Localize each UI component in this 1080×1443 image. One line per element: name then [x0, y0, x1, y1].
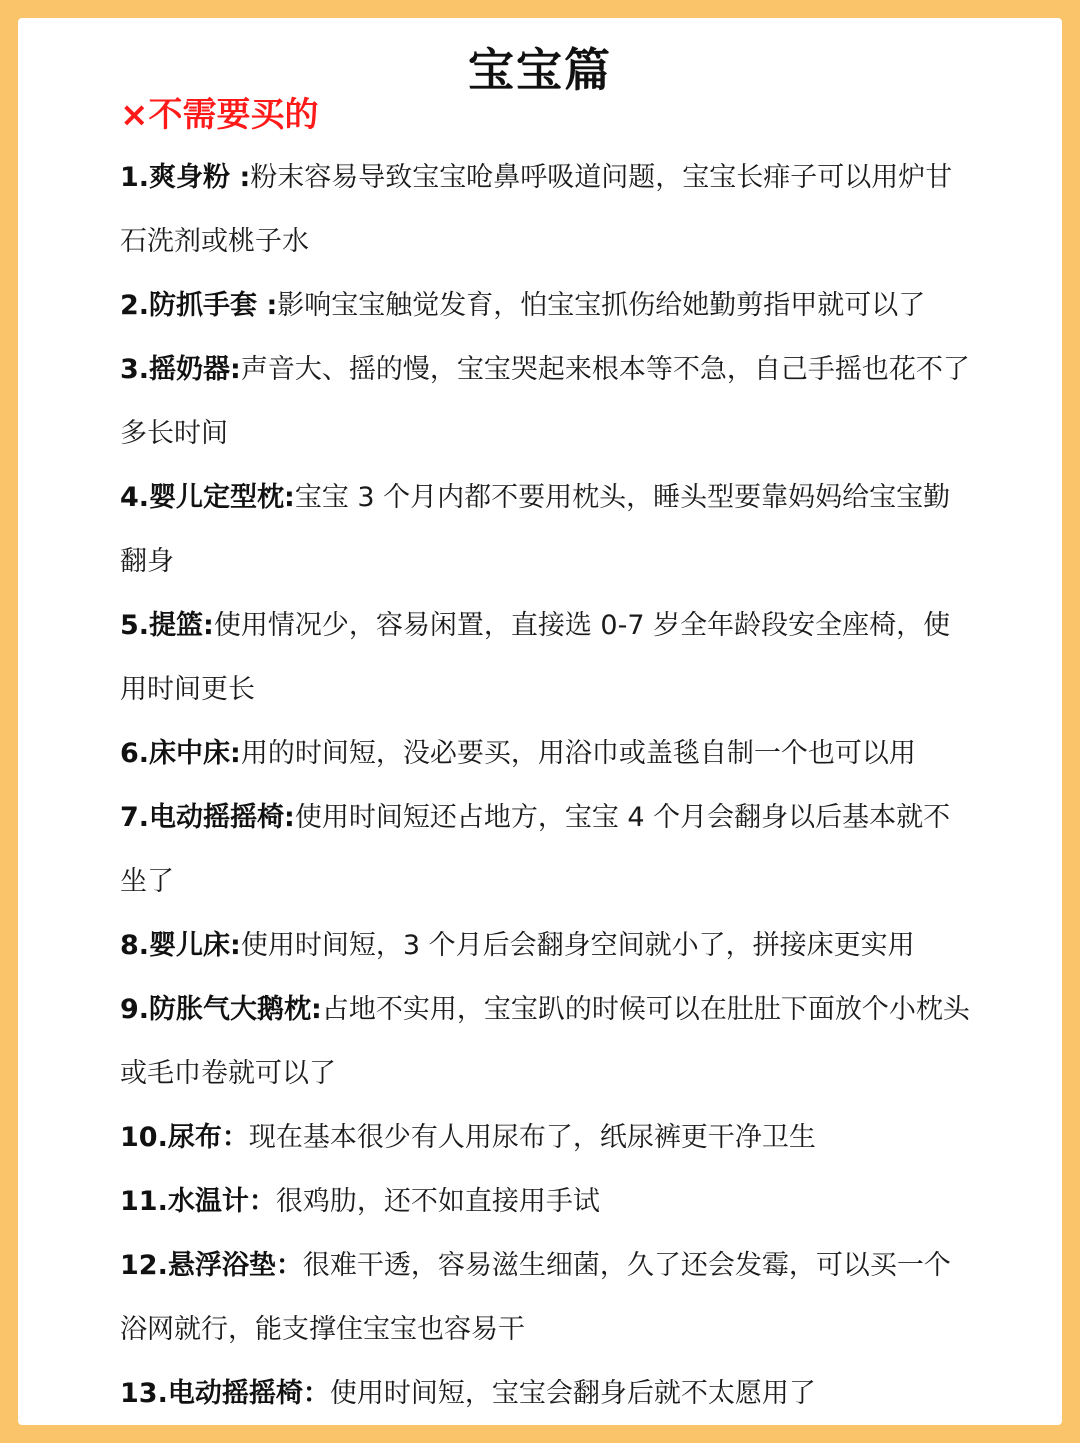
item-label: 11.水温计： [120, 1186, 276, 1217]
item-description: 声音大、摇的慢，宝宝哭起来根本等不急，自己手摇也花不了多长时间 [120, 354, 970, 449]
item-description: 使用情况少，容易闲置，直接选 0-7 岁全年龄段安全座椅，使用时间更长 [120, 610, 951, 705]
item-description: 现在基本很少有人用尿布了，纸尿裤更干净卫生 [248, 1122, 816, 1153]
list-item [120, 274, 972, 338]
list-item [120, 1234, 972, 1362]
list-item [120, 146, 972, 274]
item-label: 13.电动摇摇椅： [120, 1378, 330, 1409]
item-label: 8.婴儿床: [120, 930, 241, 961]
item-description: 使用时间短，3 个月后会翻身空间就小了，拼接床更实用 [240, 930, 915, 961]
item-label: 7.电动摇摇椅: [120, 802, 295, 833]
item-list [120, 146, 972, 1425]
content-card [18, 18, 1062, 1425]
item-label: 2.防抓手套 : [120, 290, 278, 321]
list-item [120, 338, 972, 466]
list-item [120, 466, 972, 594]
list-item [120, 1362, 972, 1425]
item-description: 宝宝 3 个月内都不要用枕头，睡头型要靠妈妈给宝宝勤翻身 [120, 482, 951, 577]
item-description: 占地不实用，宝宝趴的时候可以在肚肚下面放个小枕头或毛巾卷就可以了 [120, 994, 970, 1089]
list-item [120, 1170, 972, 1234]
item-description: 使用时间短，宝宝会翻身后就不太愿用了 [329, 1378, 816, 1409]
list-item [120, 594, 972, 722]
item-description: 很鸡肋，还不如直接用手试 [275, 1186, 600, 1217]
list-item [120, 978, 972, 1106]
item-label: 5.提篮: [120, 610, 214, 641]
item-description: 影响宝宝触觉发育，怕宝宝抓伤给她勤剪指甲就可以了 [277, 290, 926, 321]
item-label: 10.尿布： [120, 1122, 249, 1153]
list-item [120, 786, 972, 914]
list-item [120, 722, 972, 786]
item-label: 12.悬浮浴垫： [120, 1250, 303, 1281]
item-description: 使用时间短还占地方，宝宝 4 个月会翻身以后基本就不坐了 [120, 802, 951, 897]
list-item [120, 914, 972, 978]
item-label: 9.防胀气大鹅枕: [120, 994, 322, 1025]
page-title: 宝宝篇 [468, 43, 612, 97]
item-description: 粉末容易导致宝宝呛鼻呼吸道问题，宝宝长痱子可以用炉甘石洗剂或桃子水 [120, 162, 953, 257]
item-label: 1.爽身粉 : [120, 162, 251, 193]
item-description: 用的时间短，没必要买，用浴巾或盖毯自制一个也可以用 [240, 738, 916, 769]
section-heading-not-needed: ×不需要买的 [120, 95, 319, 135]
item-label: 3.摇奶器: [120, 354, 241, 385]
list-item [120, 1106, 972, 1170]
item-label: 4.婴儿定型枕: [120, 482, 295, 513]
item-label: 6.床中床: [120, 738, 241, 769]
item-description: 很难干透，容易滋生细菌，久了还会发霉，可以买一个浴网就行，能支撑住宝宝也容易干 [120, 1250, 951, 1345]
